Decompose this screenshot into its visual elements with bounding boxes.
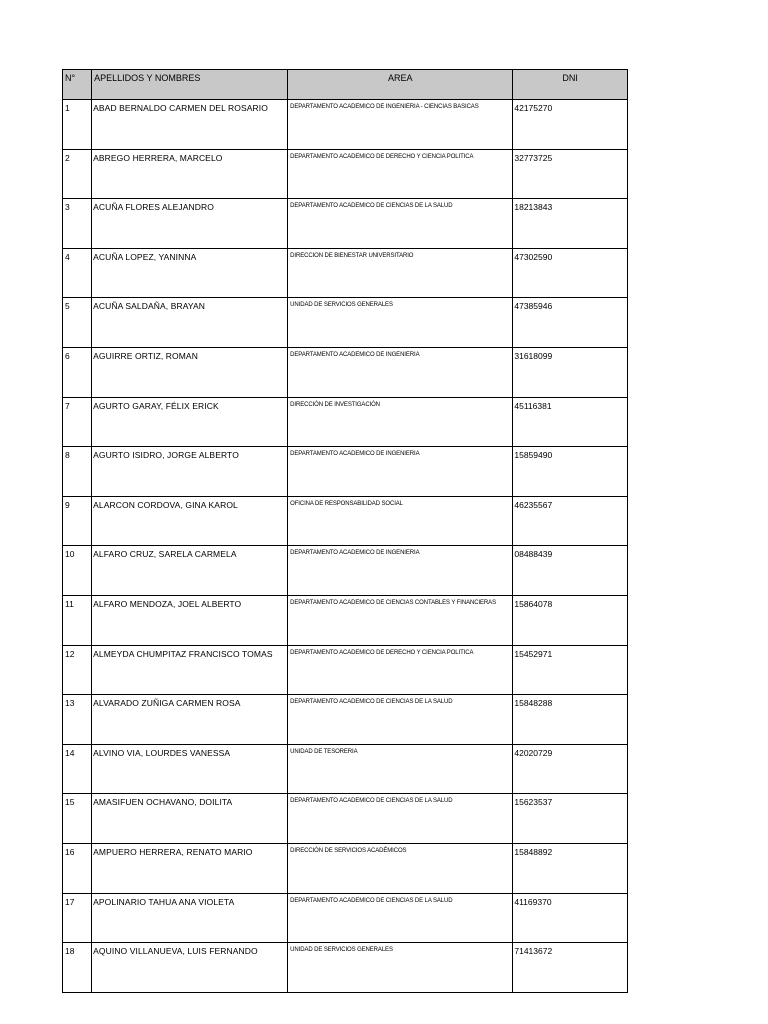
row-number: 17: [63, 893, 92, 943]
header-dni: DNI: [513, 70, 628, 100]
header-row: [63, 70, 628, 100]
row-area: DEPARTAMENTO ACADEMICO DE CIENCIAS DE LA SALUD: [288, 695, 513, 745]
row-area: DEPARTAMENTO ACADEMICO DE INGENIERIA: [288, 546, 513, 596]
row-number: 12: [63, 645, 92, 695]
row-area: DEPARTAMENTO ACADEMICO DE INGENIERIA - CIENCIAS BASICAS: [288, 100, 513, 150]
row-dni: 42020729: [513, 744, 628, 794]
row-name: ALVINO VIA, LOURDES VANESSA: [92, 744, 288, 794]
row-dni: 08488439: [513, 546, 628, 596]
table-row: [63, 447, 628, 497]
row-area: DIRECCIÓN DE INVESTIGACIÓN: [288, 397, 513, 447]
row-area: DEPARTAMENTO ACADEMICO DE CIENCIAS CONTABLES Y FINANCIERAS: [288, 595, 513, 645]
header-name: APELLIDOS Y NOMBRES: [92, 70, 288, 100]
table-row: [63, 645, 628, 695]
row-number: 2: [63, 149, 92, 199]
row-number: 11: [63, 595, 92, 645]
personnel-table: [62, 69, 628, 993]
row-dni: 15452971: [513, 645, 628, 695]
row-dni: 45116381: [513, 397, 628, 447]
row-dni: 46235567: [513, 496, 628, 546]
table-row: [63, 199, 628, 249]
row-area: UNIDAD DE SERVICIOS GENERALES: [288, 943, 513, 993]
row-name: AMPUERO HERRERA, RENATO MARIO: [92, 843, 288, 893]
table-row: [63, 347, 628, 397]
row-area: UNIDAD DE SERVICIOS GENERALES: [288, 298, 513, 348]
row-area: DEPARTAMENTO ACADEMICO DE DERECHO Y CIENCIA POLITICA: [288, 645, 513, 695]
row-name: ABAD BERNALDO CARMEN DEL ROSARIO: [92, 100, 288, 150]
row-area: DEPARTAMENTO ACADEMICO DE INGENIERIA: [288, 347, 513, 397]
row-number: 18: [63, 943, 92, 993]
row-number: 3: [63, 199, 92, 249]
row-number: 6: [63, 347, 92, 397]
row-name: APOLINARIO TAHUA ANA VIOLETA: [92, 893, 288, 943]
row-name: ALFARO CRUZ, SARELA CARMELA: [92, 546, 288, 596]
row-number: 13: [63, 695, 92, 745]
table-row: [63, 100, 628, 150]
row-name: ALMEYDA CHUMPITAZ FRANCISCO TOMAS: [92, 645, 288, 695]
row-number: 7: [63, 397, 92, 447]
row-name: ABREGO HERRERA, MARCELO: [92, 149, 288, 199]
row-area: DEPARTAMENTO ACADEMICO DE CIENCIAS DE LA SALUD: [288, 794, 513, 844]
row-name: ALARCON CORDOVA, GINA KAROL: [92, 496, 288, 546]
row-area: OFICINA DE RESPONSABILIDAD SOCIAL: [288, 496, 513, 546]
row-number: 4: [63, 248, 92, 298]
row-dni: 18213843: [513, 199, 628, 249]
row-number: 8: [63, 447, 92, 497]
row-dni: 15848288: [513, 695, 628, 745]
table-row: [63, 546, 628, 596]
row-area: DIRECCIÓN DE SERVICIOS ACADÉMICOS: [288, 843, 513, 893]
row-area: DEPARTAMENTO ACADEMICO DE CIENCIAS DE LA SALUD: [288, 199, 513, 249]
row-area: DEPARTAMENTO ACADEMICO DE INGENIERIA: [288, 447, 513, 497]
table-row: [63, 893, 628, 943]
row-area: DEPARTAMENTO ACADEMICO DE DERECHO Y CIENCIA POLITICA: [288, 149, 513, 199]
row-dni: 15859490: [513, 447, 628, 497]
table-row: [63, 843, 628, 893]
row-dni: 15864078: [513, 595, 628, 645]
row-dni: 47302590: [513, 248, 628, 298]
row-name: AQUINO VILLANUEVA, LUIS FERNANDO: [92, 943, 288, 993]
header-area: AREA: [288, 70, 513, 100]
row-name: AGUIRRE ORTIZ, ROMAN: [92, 347, 288, 397]
table-row: [63, 794, 628, 844]
row-dni: 32773725: [513, 149, 628, 199]
row-dni: 41169370: [513, 893, 628, 943]
table-row: [63, 149, 628, 199]
header-num: N°: [63, 70, 92, 100]
table-row: [63, 744, 628, 794]
table-row: [63, 397, 628, 447]
row-name: ALVARADO ZUÑIGA CARMEN ROSA: [92, 695, 288, 745]
table-row: [63, 943, 628, 993]
row-dni: 47385946: [513, 298, 628, 348]
table-row: [63, 595, 628, 645]
row-area: UNIDAD DE TESORERIA: [288, 744, 513, 794]
row-area: DIRECCION DE BIENESTAR UNIVERSITARIO: [288, 248, 513, 298]
table-row: [63, 248, 628, 298]
row-name: ACUÑA LOPEZ, YANINNA: [92, 248, 288, 298]
table-row: [63, 695, 628, 745]
row-dni: 42175270: [513, 100, 628, 150]
row-dni: 15848892: [513, 843, 628, 893]
row-name: ACUÑA SALDAÑA, BRAYAN: [92, 298, 288, 348]
row-dni: 15623537: [513, 794, 628, 844]
row-name: AGURTO GARAY, FÉLIX ERICK: [92, 397, 288, 447]
row-dni: 71413672: [513, 943, 628, 993]
row-number: 15: [63, 794, 92, 844]
row-number: 10: [63, 546, 92, 596]
table-row: [63, 298, 628, 348]
row-area: DEPARTAMENTO ACADEMICO DE CIENCIAS DE LA SALUD: [288, 893, 513, 943]
table-row: [63, 496, 628, 546]
row-number: 16: [63, 843, 92, 893]
row-number: 14: [63, 744, 92, 794]
row-name: ACUÑA FLORES ALEJANDRO: [92, 199, 288, 249]
row-number: 5: [63, 298, 92, 348]
row-number: 1: [63, 100, 92, 150]
row-name: AGURTO ISIDRO, JORGE ALBERTO: [92, 447, 288, 497]
row-dni: 31618099: [513, 347, 628, 397]
row-name: ALFARO MENDOZA, JOEL ALBERTO: [92, 595, 288, 645]
row-name: AMASIFUEN OCHAVANO, DOILITA: [92, 794, 288, 844]
row-number: 9: [63, 496, 92, 546]
